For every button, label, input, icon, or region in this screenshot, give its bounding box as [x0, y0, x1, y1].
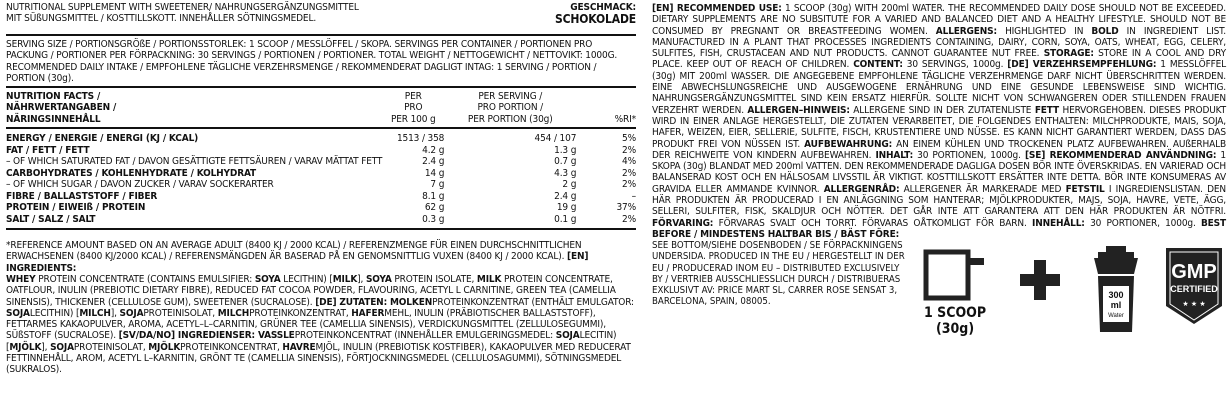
nutrition-row: SALT / SALZ / SALT 0.3 g 0.1 g 2%: [6, 213, 636, 225]
per100-header: PER PRO PER 100 g: [390, 91, 436, 125]
ri-header: %RI*: [614, 113, 636, 125]
nutrition-table: [6, 88, 636, 228]
scoop-label: 1 SCOOP (30g): [924, 305, 987, 338]
nutrition-row: FAT / FETT / FETT 4.2 g 1.3 g 2%: [6, 144, 636, 156]
right-column: [652, 0, 1226, 340]
nutrition-header-row: [6, 88, 636, 128]
distributor-address: SEE BOTTOM/SIEHE DOSENBODEN / SE FÖRPACKNINGENS UNDERSIDA. PRODUCED IN THE EU / HERGESTELLT IN DER EU / PRODUCERAD INOM EU – DISTRIBUTED EXCLUSIVELY BY / VERTRIEB AUSSCHLIESSLICH DURCH / DISTRIBUERAS EXKLUSIVT AV: PRICE MART SL, CARRER ROSE SENSAT 3, BARCELONA, SPAIN, 08005.: [652, 240, 905, 308]
plus-icon: [1020, 260, 1060, 300]
scoop-icon: [922, 248, 986, 304]
serving-info: SERVING SIZE / PORTIONSGRÖßE / PORTIONSSTORLEK: 1 SCOOP / MESSLÖFFEL / SKOPA. SERVINGS PER CONTAINER / PORTIONEN PRO PACKUNG / PORTIONER PER FÖRPACKNING: 30 SERVINGS / PORTIONEN / PORTIONER. TOTAL WEIGHT / NETTOGEWICHT / NETTOVIKT: 1000G. RECOMMENDED DAILY INTAKE / EMPFOHLENE TÄGLICHE VERZEHRSMENGE / REKOMMENDERAT DAGLIGT INTAG: 1 SERVING / PORTION / PORTION (30g).: [6, 39, 618, 84]
nutrition-title: NUTRITION FACTS / NÄHRWERTANGABEN / NÄRINGSINNEHÅLL: [6, 91, 117, 125]
label-header: [6, 0, 636, 34]
svg-text:300: 300: [1108, 290, 1124, 301]
flavor-block: [555, 2, 636, 26]
flavor-name: SCHOKOLADE: [555, 12, 636, 26]
flavor-label: GESCHMACK:: [570, 2, 636, 13]
left-column: [6, 0, 636, 376]
ingredients-text: *REFERENCE AMOUNT BASED ON AN AVERAGE ADULT (8400 KJ / 2000 KCAL) / REFERENZMENGE FÜR EINEN DURCHSCHNITTLICHEN ERWACHSENEN (8400 KJ/2000 KCAL) / REFERENSMÄNGDEN ÄR BASERAD PÅ EN GENOMSNITTLIG VUXEN (8400 KJ / 2000 KCAL). [EN] INGREDIENTS: WHEY PROTEIN CONCENTRATE (CONTAINS EMULSIFIER: SOYA LECITHIN) [MILK], SOYA PROTEIN ISOLATE, MILK PROTEIN CONCENTRATE, OATFLOUR, INULIN (PREBIOTIC DIETARY FIBRE), REDUCED FAT COCOA POWDER, FLAVOURING, ACETYL L CARNITINE, GREEN TEA (CAMELLIA SINENSIS), THICKENER (CELLULOSE GUM), SWEETENER (SUCRALOSE). [DE] ZUTATEN: MOLKENPROTEINKONZENTRAT (ENTHÄLT EMULGATOR: SOJALECITHIN) [MILCH], SOJAPROTEINISOLAT, MILCHPROTEINKONZENTRAT, HAFERMEHL, INULIN (PRÄBIOTISCHER BALLASTSTOFF), FETTARMES KAKAOPULVER, AROMA, ACETYL–L–CARNITIN, GRÜNER TEE (CAMELLIA SINENSIS), VERDICKUNGSMITTEL (ZELLULOSEGUMMI), SÜßSTOFF (SUCRALOSE). [SV/DA/NO] INGREDIENSER: VASSLEPROTEINKONCENTRAT (INNEHÅLLER EMULGERINGSMEDEL: SOJALECITIN) [MJÖLK], SOJAPROTEINISOLAT, MJÖLKPROTEINKONCENTRAT, HAVREMJÖL, INULIN (PREBIOTISK KOSTFIBER), KAKAOPULVER MED REDUCERAT FETTINNEHÅLL, AROM, ACETYL L–KARNITIN, GRÖNT TE (CAMELLIA SINENSIS), FÖRTJOCKNINGSMEDEL (CELLULOSAGUMMI), SÖTNINGSMEDEL (SUKRALOS).: [6, 240, 634, 376]
svg-text:Water: Water: [1108, 313, 1124, 320]
shaker-icon: [1088, 246, 1144, 336]
product-title: NUTRITIONAL SUPPLEMENT WITH SWEETENER/ NAHRUNGSERGÄNZUNGSMITTEL MIT SÜßUNGSMITTEL / KOSTTILLSKOTT. INNEHÅLLER SÖTNINGSMEDEL.: [6, 2, 359, 25]
svg-text:GMP: GMP: [1171, 261, 1217, 284]
svg-text:ml: ml: [1110, 300, 1122, 311]
nutrition-row: ENERGY / ENERGIE / ENERGI (KJ / KCAL) 1513 / 358 454 / 107 5%: [6, 133, 636, 145]
svg-text:★ ★ ★: ★ ★ ★: [1182, 300, 1206, 309]
nutrition-row: PROTEIN / EIWEIß / PROTEIN 62 g 19 g 37%: [6, 202, 636, 214]
svg-text:CERTIFIED: CERTIFIED: [1170, 284, 1218, 295]
nutrition-row: FIBRE / BALLASTSTOFF / FIBER 8.1 g 2.4 g –: [6, 190, 636, 202]
usage-text: [EN] RECOMMENDED USE: 1 SCOOP (30g) WITH 200ml WATER. THE RECOMMENDED DAILY DOSE SHOULD NOT BE EXCEEDED. DIETARY SUPPLEMENTS ARE NO SUBSITUTE FOR A VARIED AND BALANCED DIET AND A HEALTHY LIFESTYLE. SHOULD NOT BE CONSUMED BY PREGNANT OR BREASTFEEDING WOMEN. ALLERGENS: HIGHLIGHTED IN BOLD IN INGREDIENT LIST. MANUFACTURED IN A PLANT THAT PROCESSES INGREDIENTS CONTAINING, DAIRY, CORN, SOYA, OATS, WHEAT, EGG, CELERY, SULFITES, FISH, CRUSTACEAN AND NUT PRODUCTS. CANNOT GUARANTEE NUT FREE. STORAGE: STORE IN A COOL AND DRY PLACE. KEEP OUT OF REACH OF CHILDREN. CONTENT: 30 SERVINGS, 1000g. [DE] VERZEHRSEMPFEHLUNG: 1 MESSLÖFFEL (30g) MIT 200ml WASSER. DIE ANGEGEBENE EMPFOHLENE TÄGLICHE VERZEHRMENGE DARF NICHT ÜBERSCHRITTEN WERDEN. EINE ABWECHSLUNGSREICHE UND AUSGEWOGENE ERNÄHRUNG UND EINE GESUNDE LEBENSWEISE SIND WICHTIG. NAHRUNGSERGÄNZUNGSMITTEL SIND KEIN ERSATZ HIERFÜR. SOLLTE NICHT VON SCHWANGEREN ODER STILLENDEN FRAUEN VERZEHRT WERDEN. ALLERGEN–HINWEIS: ALLERGENE SIND IN DER ZUTATENLISTE FETT HERVORGEHOBEN. DIESES PRODUKT WIRD IN EINER ANLAGE HERGESTELLT, DIE ZUTATEN VERARBEITET, DIE FOLGENDES ENTHALTEN: MILCHPRODUKTE, MAIS, SOJA, HAFER, WEIZEN, EIER, SELLERIE, SULFITE, FISCH, KRUSTENTIERE UND NÜSSE. ES KANN NICHT GARANTIERT WERDEN, DASS DAS PRODUKT FREI VON NÜSSEN IST. AUFBEWAHRUNG: AN EINEM KÜHLEN UND TROCKENEN PLATZ AUFBEWAHREN. AUßERHALB DER REICHWEITE VON KINDERN AUFBEWAHREN. INHALT: 30 PORTIONEN, 1000g. [SE] REKOMMENDERAD ANVÄNDNING: 1 SKOPA (30g) BLANDAT MED 200ml VATTEN. DEN REKOMMENDERADE DAGLIGA DOSEN BÖR INTE ÖVERSKRIDAS. EN VARIERAD OCH BALANSERAD KOST OCH EN HÄLSOSAM LIVSSTIL ÄR VIKTIGT. KOSTTILLSKOTT ERSÄTTER INTE DETTA. BÖR INTE KONSUMERAS AV GRAVIDA ELLER AMMANDE KVINNOR. ALLERGENRÅD: ALLERGENER ÄR MARKERADE MED FETSTIL I INGREDIENSLISTAN. DEN HÄR PRODUKTEN ÄR PRODUCERAD I EN ANLÄGGNING SOM HANTERAR; MJÖLKPRODUKTER, MAJS, SOJA, HAVRE, VETE, ÄGG, SELLERI, SULFITER, FISK, SKALDJUR OCH NÖTTER. DET GÅR INTE ATT GARANTERA ATT DEN HÄR PRODUKTEN ÄR NÖTFRI. FÖRVARING: FÖRVARAS SVALT OCH TORRT. FÖRVARAS OÅTKOMLIGT FÖR BARN. INNEHÅLL: 30 PORTIONER, 1000g. BEST BEFORE / MINDESTENS HALTBAR BIS / BÄST FÖRE:: [652, 3, 1227, 240]
nutrition-row: CARBOHYDRATES / KOHLENHYDRATE / KOLHYDRAT 14 g 4.3 g 2%: [6, 167, 636, 179]
per-serving-header: PER SERVING / PRO PORTION / PER PORTION (30g): [467, 91, 553, 125]
bottom-area: [652, 240, 1226, 340]
nutrition-row: – OF WHICH SATURATED FAT / DAVON GESÄTTIGTE FETTSÄUREN / VARAV MÄTTAT FETT 2.4 g 0.7 g 4%: [6, 156, 636, 168]
nutrition-row: – OF WHICH SUGAR / DAVON ZUCKER / VARAV SOCKERARTER 7 g 2 g 2%: [6, 179, 636, 191]
gmp-certified-badge: [1162, 246, 1226, 326]
